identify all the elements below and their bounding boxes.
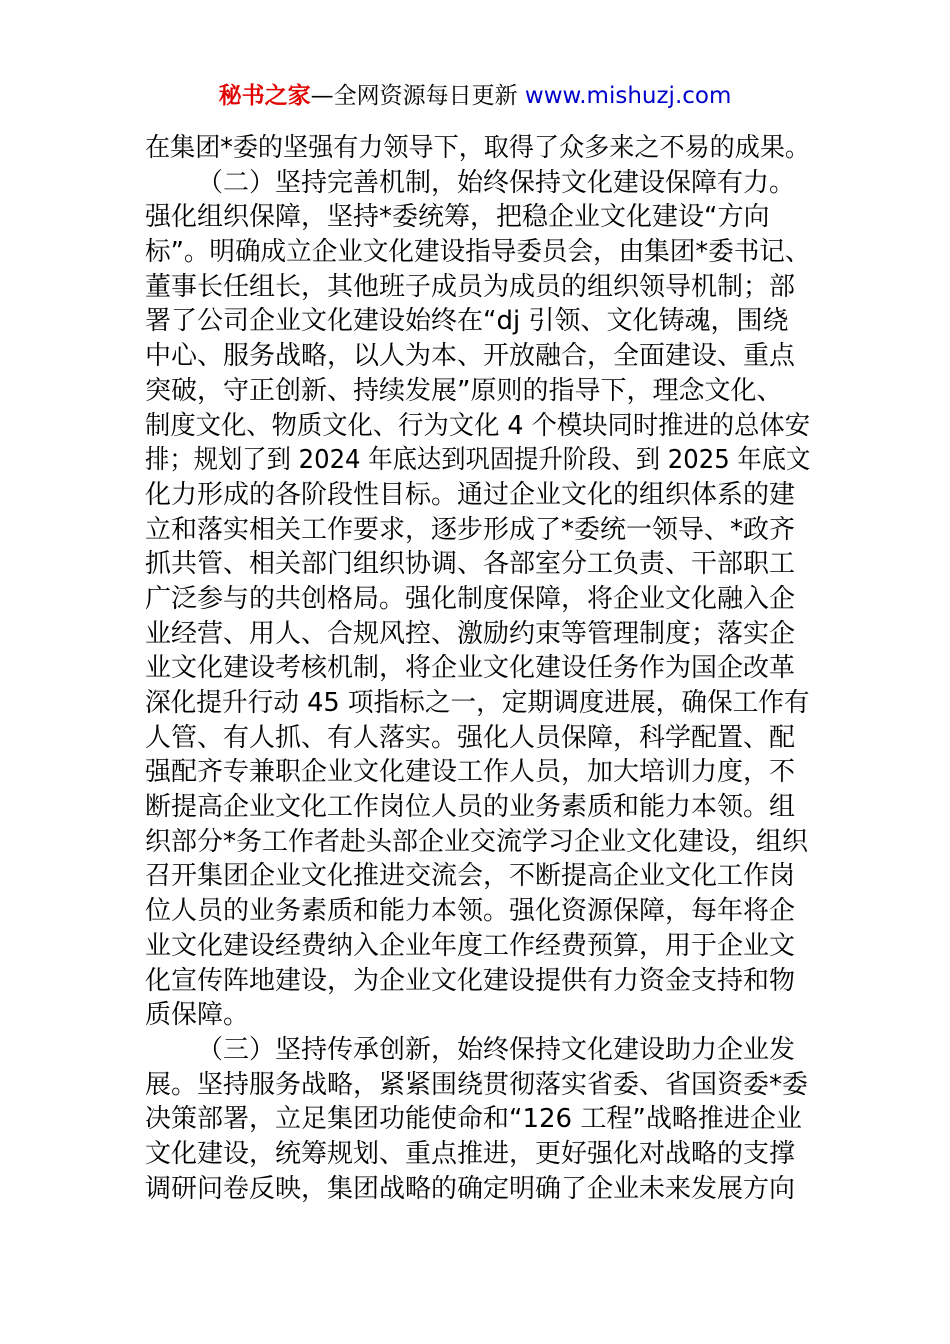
body-text-line: 中心、服务战略，以人为本、开放融合，全面建设、重点 [145,341,796,372]
body-text-line: 文化建设，统筹规划、重点推进，更好强化对战略的支撑 [145,1138,796,1169]
section-heading-line: （三）坚持传承创新，始终保持文化建设助力企业发 [197,1034,796,1065]
body-text-line: 深化提升行动 45 项指标之一，定期调度进展，确保工作有 [145,688,810,718]
body-text-line: 断提高企业文化工作岗位人员的业务素质和能力本领。组 [145,792,796,823]
body-text-line: 决策部署，立足集团功能使命和“126 工程”战略推进企业 [145,1104,802,1135]
body-text-line: 在集团*委的坚强有力领导下，取得了众多来之不易的成果。 [145,133,811,163]
body-text-line: 署了公司企业文化建设始终在“dj 引领、文化铸魂，围绕 [145,306,789,337]
section-heading-line: （二）坚持完善机制，始终保持文化建设保障有力。 [197,167,796,198]
body-text-line: 制度文化、物质文化、行为文化 4 个模块同时推进的总体安 [145,410,811,441]
body-text-line: 人管、有人抓、有人落实。强化人员保障，科学配置、配 [145,722,796,753]
body-text-line: 业文化建设考核机制，将企业文化建设任务作为国企改革 [145,653,796,684]
body-text-line: 业文化建设经费纳入企业年度工作经费预算，用于企业文 [145,930,796,961]
body-text-line: 突破，守正创新、持续发展”原则的指导下，理念文化、 [145,375,783,406]
body-text-line: 展。坚持服务战略，紧紧围绕贯彻落实省委、省国资委*委 [145,1069,809,1100]
body-text-line: 化宣传阵地建设，为企业文化建设提供有力资金支持和物 [145,965,796,996]
header-tagline: —全网资源每日更新 [310,83,525,109]
body-text-line: 召开集团企业文化推进交流会，不断提高企业文化工作岗 [145,861,796,892]
site-url-link[interactable]: www.mishuzj.com [524,83,732,109]
document-body [145,131,810,1206]
body-text-line: 质保障。 [145,1000,250,1031]
body-text-line: 立和落实相关工作要求，逐步形成了*委统一领导、*政齐 [145,514,796,545]
body-text-line: 位人员的业务素质和能力本领。强化资源保障，每年将企 [145,896,796,927]
body-text-line: 排；规划了到 2024 年底达到巩固提升阶段、到 2025 年底文 [145,445,811,476]
body-text-line: 董事长任组长，其他班子成员为成员的组织领导机制；部 [145,271,796,302]
body-text-line: 标”。明确成立企业文化建设指导委员会，由集团*委书记、 [145,237,811,268]
body-text-line: 业经营、用人、合规风控、激励约束等管理制度；落实企 [145,618,796,649]
body-text-line: 广泛参与的共创格局。强化制度保障，将企业文化融入企 [145,583,796,614]
body-text-line: 强化组织保障，坚持*委统筹，把稳企业文化建设“方向 [145,202,770,233]
body-text-line: 调研问卷反映，集团战略的确定明确了企业未来发展方向 [145,1173,796,1204]
body-text-line: 织部分*务工作者赴头部企业交流学习企业文化建设，组织 [145,826,809,857]
body-text-line: 化力形成的各阶段性目标。通过企业文化的组织体系的建 [145,479,796,510]
brand-name: 秘书之家 [218,83,311,109]
body-text-line: 强配齐专兼职企业文化建设工作人员，加大培训力度，不 [145,757,796,788]
body-text-line: 抓共管、相关部门组织协调、各部室分工负责、干部职工 [145,549,796,580]
page-header [0,80,950,112]
